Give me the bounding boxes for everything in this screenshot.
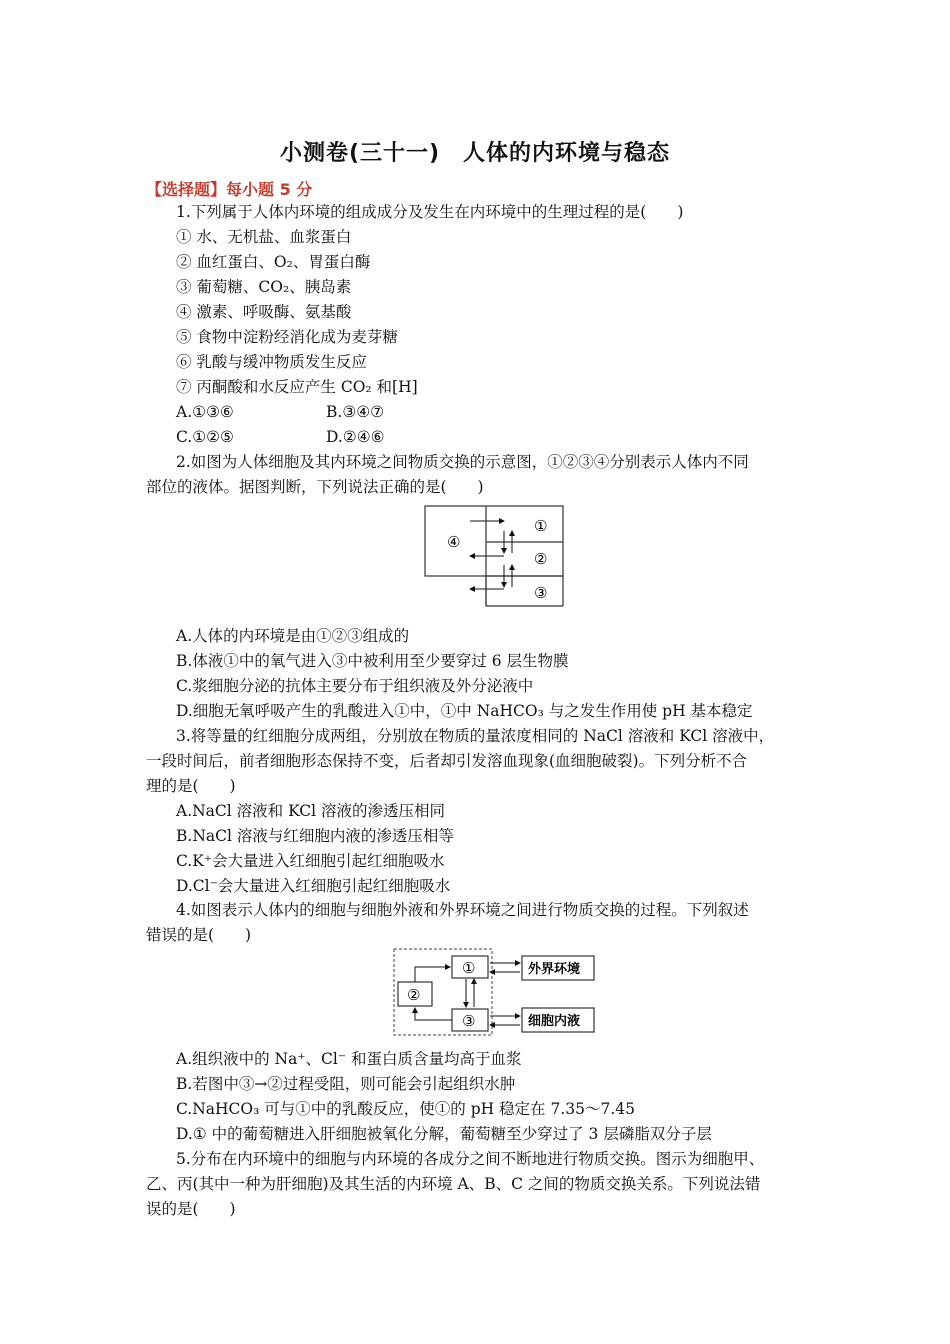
q2-diagram [420, 503, 570, 609]
q1-item-1: ① 水、无机盐、血浆蛋白 [176, 228, 352, 246]
q1-item-5: ⑤ 食物中淀粉经消化成为麦芽糖 [176, 328, 398, 346]
q4-intracellular: 细胞内液 [528, 1014, 581, 1029]
q4-option-d: D.① 中的葡萄糖进入肝细胞被氧化分解，葡萄糖至少穿过了 3 层磷脂双分子层 [176, 1125, 712, 1143]
q4-option-c: C.NaHCO₃ 可与①中的乳酸反应，使①的 pH 稳定在 7.35～7.45 [176, 1100, 636, 1118]
q1-item-7: ⑦ 丙酮酸和水反应产生 CO₂ 和[H] [176, 378, 418, 396]
q2-option-a: A.人体的内环境是由①②③组成的 [176, 627, 410, 645]
q1-item-6: ⑥ 乳酸与缓冲物质发生反应 [176, 353, 367, 371]
q5-stem-line-2: 乙、丙(其中一种为肝细胞)及其生活的内环境 A、B、C 之间的物质交换关系。下列说法错 [146, 1175, 761, 1193]
q4-option-b: B.若图中③→②过程受阻，则可能会引起组织水肿 [176, 1075, 516, 1093]
q5-stem-line-1: 5.分布在内环境中的细胞与内环境的各成分之间不断地进行物质交换。图示为细胞甲、 [176, 1150, 765, 1168]
q2-label-1: ① [534, 517, 548, 535]
q4-external-env: 外界环境 [528, 962, 581, 977]
q4-stem-line-1: 4.如图表示人体内的细胞与细胞外液和外界环境之间进行物质交换的过程。下列叙述 [176, 901, 749, 919]
q4-option-a: A.组织液中的 Na⁺、Cl⁻ 和蛋白质含量均高于血浆 [176, 1050, 522, 1068]
q2-option-b: B.体液①中的氧气进入③中被利用至少要穿过 6 层生物膜 [176, 652, 569, 670]
q1-option-b: B.③④⑦ [326, 403, 385, 421]
q1-item-2: ② 血红蛋白、O₂、胃蛋白酶 [176, 253, 371, 271]
q3-option-c: C.K⁺会大量进入红细胞引起红细胞吸水 [176, 852, 445, 870]
q2-label-2: ② [534, 550, 548, 568]
q1-option-a: A.①③⑥ [176, 403, 234, 421]
q4-node-2: ② [407, 986, 421, 1004]
q1-stem: 1.下列属于人体内环境的组成成分及发生在内环境中的生理过程的是( ) [176, 203, 684, 221]
section-heading: 【选择题】每小题 5 分 [146, 180, 313, 199]
q5-stem-line-3: 误的是( ) [146, 1200, 236, 1218]
q3-option-a: A.NaCl 溶液和 KCl 溶液的渗透压相同 [176, 802, 446, 820]
q2-option-d: D.细胞无氧呼吸产生的乳酸进入①中，①中 NaHCO₃ 与之发生作用使 pH 基本稳定 [176, 702, 753, 720]
q4-node-1: ① [462, 959, 476, 977]
q3-stem-line-1: 3.将等量的红细胞分成两组，分别放在物质的量浓度相同的 NaCl 溶液和 KCl 溶液中， [176, 727, 775, 745]
page-title: 小测卷(三十一) 人体的内环境与稳态 [279, 141, 671, 166]
q2-option-c: C.浆细胞分泌的抗体主要分布于组织液及外分泌液中 [176, 677, 534, 695]
q3-option-d: D.Cl⁻会大量进入红细胞引起红细胞吸水 [176, 877, 451, 895]
q4-stem-line-2: 错误的是( ) [146, 926, 252, 944]
q3-stem-line-3: 理的是( ) [146, 777, 236, 795]
q4-diagram [390, 946, 600, 1038]
q2-label-4: ④ [447, 533, 461, 551]
q3-stem-line-2: 一段时间后，前者细胞形态保持不变，后者却引发溶血现象(血细胞破裂)。下列分析不合 [146, 752, 748, 770]
q2-stem-line-2: 部位的液体。据图判断，下列说法正确的是( ) [146, 478, 484, 496]
q2-label-3: ③ [534, 584, 548, 602]
q1-option-d: D.②④⑥ [326, 428, 385, 446]
q1-item-4: ④ 激素、呼吸酶、氨基酸 [176, 303, 352, 321]
q1-option-c: C.①②⑤ [176, 428, 234, 446]
q2-stem-line-1: 2.如图为人体细胞及其内环境之间物质交换的示意图，①②③④分别表示人体内不同 [176, 453, 749, 471]
q1-item-3: ③ 葡萄糖、CO₂、胰岛素 [176, 278, 352, 296]
q3-option-b: B.NaCl 溶液与红细胞内液的渗透压相等 [176, 827, 454, 845]
q4-node-3: ③ [462, 1012, 476, 1030]
